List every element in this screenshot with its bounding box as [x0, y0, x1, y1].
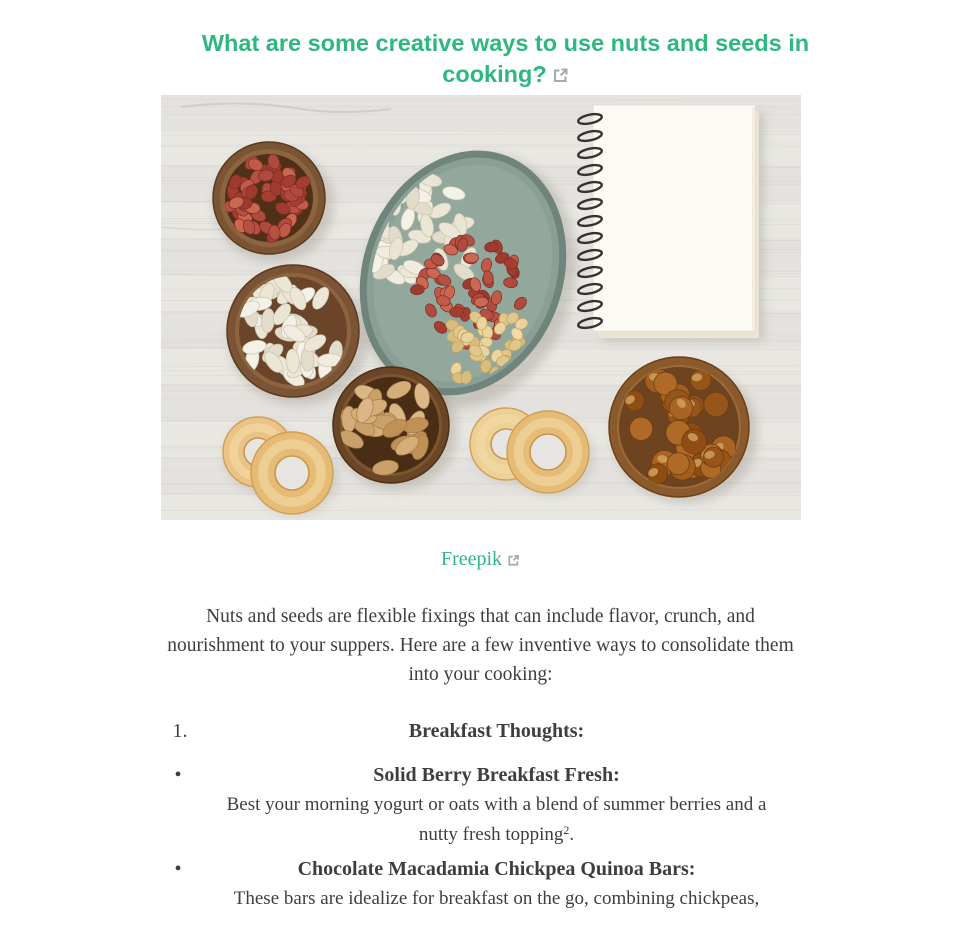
list-item-quinoa-bars	[161, 854, 801, 914]
numbered-list	[161, 716, 801, 746]
external-link-icon	[552, 59, 569, 90]
description-text: Best your morning yogurt or oats with a blend of summer berries and a nutty fresh topping	[227, 794, 767, 845]
list-number: 1.	[173, 716, 188, 746]
description-text: .	[569, 824, 574, 845]
bullet-icon: •	[175, 760, 182, 790]
image-caption	[161, 547, 801, 571]
freepik-link[interactable]	[441, 548, 520, 570]
title-text: What are some creative ways to use nuts and seeds in cooking?	[202, 30, 809, 87]
item-heading: Solid Berry Breakfast Fresh:	[209, 760, 785, 790]
intro-paragraph: Nuts and seeds are flexible fixings that can include flavor, crunch, and nourishment to your suppers. Here are a few inventive ways to consolidate them into your cooking:	[156, 602, 806, 689]
credit-text: Freepik	[441, 548, 502, 570]
nuts-and-seeds-photo	[161, 95, 801, 520]
external-link-icon	[507, 547, 520, 571]
bullet-icon: •	[175, 854, 182, 884]
item-heading: Chocolate Macadamia Chickpea Quinoa Bars:	[209, 854, 785, 884]
article-page	[161, 28, 801, 914]
item-description	[209, 790, 785, 850]
list-item-breakfast	[161, 716, 801, 746]
list-item-berry-breakfast	[161, 760, 801, 850]
nuts-photo-illustration	[161, 95, 801, 520]
footnote-link[interactable]: 2	[563, 823, 569, 837]
bullet-list	[161, 760, 801, 914]
description-text: These bars are idealize for breakfast on the go, combining chickpeas,	[234, 888, 759, 909]
title-link[interactable]	[202, 30, 809, 87]
item-heading: Breakfast Thoughts:	[209, 716, 785, 746]
page-title	[161, 28, 851, 90]
item-description	[209, 884, 785, 914]
